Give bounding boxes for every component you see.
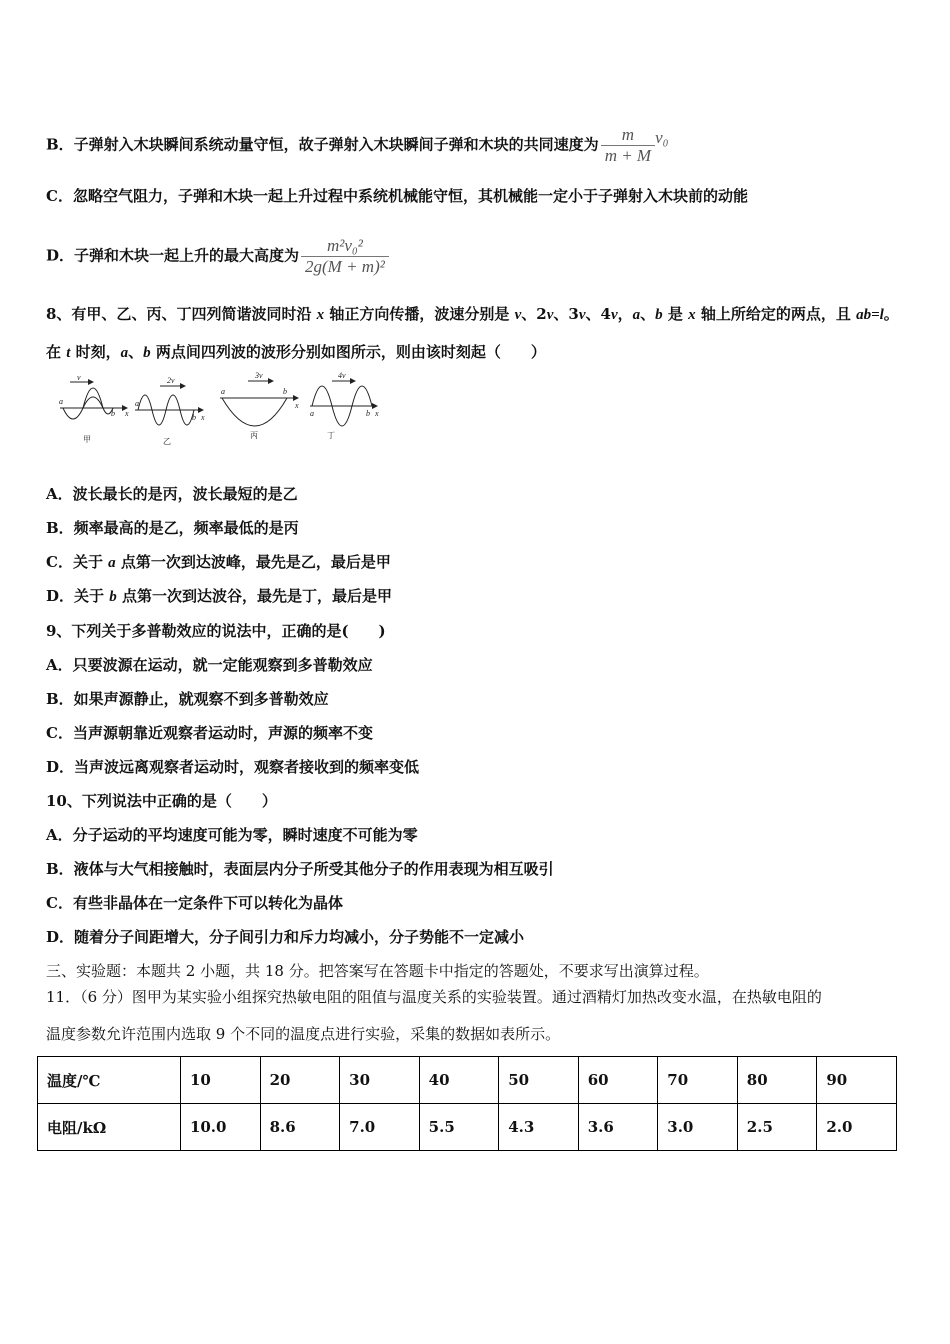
text-segment: 点第一次到达波谷，最先是丁，最后是甲 <box>116 587 392 605</box>
math-variable: v <box>610 307 618 323</box>
text-segment: 时刻， <box>70 343 121 361</box>
point-a-label: a <box>59 397 63 406</box>
table-cell: 温度/℃ <box>38 1057 181 1104</box>
text-segment: 是 <box>662 305 689 323</box>
text-segment: D．关于 <box>46 587 110 605</box>
table-cell: 80 <box>737 1057 817 1104</box>
table-cell: 60 <box>578 1057 658 1104</box>
option-7b-text: B．子弹射入木块瞬间系统动量守恒，故子弹射入木块瞬间子弹和木块的共同速度为 <box>46 135 599 154</box>
text-segment: 在 <box>46 343 67 361</box>
point-b-label: b <box>111 409 115 418</box>
math-variable: b <box>655 307 663 323</box>
table-cell: 40 <box>419 1057 499 1104</box>
math-variable: v <box>578 307 586 323</box>
caption: 丁 <box>327 431 335 440</box>
wave-jia <box>59 373 129 444</box>
math-variable: b <box>143 345 151 361</box>
option-10a: A．分子运动的平均速度可能为零，瞬时速度不可能为零 <box>46 826 418 844</box>
math-variable: b <box>109 589 117 605</box>
question-8-stem-line1 <box>46 304 899 325</box>
caption: 甲 <box>83 435 91 444</box>
table-cell: 50 <box>499 1057 579 1104</box>
text-segment: C．关于 <box>46 553 109 571</box>
option-8a <box>46 484 298 504</box>
table-cell: 90 <box>817 1057 897 1104</box>
formula-fraction <box>301 236 389 277</box>
table-cell: 2.5 <box>737 1104 817 1151</box>
formula-fraction <box>601 125 655 166</box>
text-segment: 、 <box>128 343 144 361</box>
text-segment: 轴正方向传播，波速分别是 <box>324 305 515 323</box>
fraction-denominator: 2g(M + m)² <box>301 256 389 277</box>
option-8b <box>46 518 299 538</box>
option-9b: B．如果声源静止，就观察不到多普勒效应 <box>46 690 329 708</box>
point-b-label: b <box>283 387 287 396</box>
option-7b <box>46 125 669 166</box>
text-segment: 。 <box>883 305 899 323</box>
option-7d <box>46 236 389 277</box>
speed-label: 3v <box>255 372 263 380</box>
math-variable: a <box>108 555 116 571</box>
wave-bing <box>220 372 299 440</box>
question-11-line2: 温度参数允许范围内选取 9 个不同的温度点进行实验，采集的数据如表所示。 <box>46 1025 561 1043</box>
axis-x-label: x <box>295 401 299 410</box>
option-9c: C．当声源朝靠近观察者运动时，声源的频率不变 <box>46 724 373 742</box>
table-cell: 5.5 <box>419 1104 499 1151</box>
speed-label: 2v <box>167 376 175 385</box>
axis-x-label: x <box>201 413 205 422</box>
table-cell: 3.0 <box>658 1104 738 1151</box>
fraction-numerator: m²v₀² <box>326 236 363 255</box>
math-variable: ab=l <box>856 307 884 323</box>
question-10-stem: 10、下列说法中正确的是（ ） <box>46 792 277 810</box>
table-cell: 30 <box>340 1057 420 1104</box>
option-10d: D．随着分子间距增大，分子间引力和斥力均减小，分子势能不一定减小 <box>46 928 525 946</box>
wave-yi <box>135 376 205 446</box>
text-segment: 8、有甲、乙、丙、丁四列简谐波同时沿 <box>46 305 317 323</box>
table-cell: 7.0 <box>340 1104 420 1151</box>
text-segment: 、3 <box>553 305 579 323</box>
option-8c <box>46 552 391 573</box>
math-variable: a <box>632 307 641 323</box>
math-variable: v <box>514 307 522 323</box>
table-cell: 3.6 <box>578 1104 658 1151</box>
table-cell: 电阻/kΩ <box>38 1104 181 1151</box>
option-10b: B．液体与大气相接触时，表面层内分子所受其他分子的作用表现为相互吸引 <box>46 860 554 878</box>
table-cell: 10.0 <box>180 1104 260 1151</box>
caption: 乙 <box>163 437 171 446</box>
point-b-label: b <box>192 413 196 422</box>
text-segment: B．频率最高的是乙，频率最低的是丙 <box>46 519 299 537</box>
axis-x-label: x <box>125 409 129 418</box>
option-7c: C．忽略空气阻力，子弹和木块一起上升过程中系统机械能守恒，其机械能一定小于子弹射入木块前的动能 <box>46 187 748 205</box>
section-3-heading: 三、实验题：本题共 2 小题，共 18 分。把答案写在答题卡中指定的答题处，不要求写出演算过程。 <box>46 962 709 980</box>
text-segment: 、2 <box>521 305 547 323</box>
text-segment: ， <box>617 305 633 323</box>
text-segment: A．波长最长的是丙，波长最短的是乙 <box>46 485 298 503</box>
option-8d <box>46 586 392 607</box>
table-row-resistance <box>38 1104 897 1151</box>
point-a-label: a <box>310 409 314 418</box>
speed-label: v <box>77 373 81 382</box>
table-cell: 70 <box>658 1057 738 1104</box>
option-9a: A．只要波源在运动，就一定能观察到多普勒效应 <box>46 656 373 674</box>
axis-x-label: x <box>375 409 379 418</box>
wave-ding <box>310 372 379 440</box>
text-segment: 、4 <box>585 305 611 323</box>
math-variable: x <box>688 307 696 323</box>
math-variable: t <box>66 345 71 361</box>
question-11-line1: 11．（6 分）图甲为某实验小组探究热敏电阻的阻值与温度关系的实验装置。通过酒精灯加热改变水温，在热敏电阻的 <box>46 988 822 1006</box>
option-10c: C．有些非晶体在一定条件下可以转化为晶体 <box>46 894 343 912</box>
speed-label: 4v <box>338 372 346 380</box>
formula-v0: v₀ <box>655 127 669 147</box>
table-cell: 2.0 <box>817 1104 897 1151</box>
text-segment: 两点间四列波的波形分别如图所示，则由该时刻起（ ） <box>150 343 546 361</box>
table-cell: 10 <box>180 1057 260 1104</box>
option-9d: D．当声波远离观察者运动时，观察者接收到的频率变低 <box>46 758 420 776</box>
fraction-numerator: m <box>621 125 635 144</box>
text-segment: 轴上所给定的两点，且 <box>695 305 857 323</box>
text-segment: 、 <box>640 305 656 323</box>
option-7d-text: D．子弹和木块一起上升的最大高度为 <box>46 246 300 265</box>
table-cell: 4.3 <box>499 1104 579 1151</box>
point-b-label: b <box>366 409 370 418</box>
point-a-label: a <box>221 387 225 396</box>
text-segment: 点第一次到达波峰，最先是乙，最后是甲 <box>115 553 391 571</box>
data-table <box>37 1056 897 1151</box>
point-a-label: a <box>135 399 139 408</box>
table-row-temperature <box>38 1057 897 1104</box>
math-variable: a <box>120 345 129 361</box>
math-variable: x <box>316 307 325 323</box>
question-8-stem-line2 <box>46 342 546 363</box>
table-cell: 20 <box>260 1057 340 1104</box>
caption: 丙 <box>250 431 258 440</box>
wave-figure <box>55 372 395 447</box>
table-cell: 8.6 <box>260 1104 340 1151</box>
math-variable: v <box>546 307 554 323</box>
question-9-stem: 9、下列关于多普勒效应的说法中，正确的是( ) <box>46 622 386 640</box>
fraction-denominator: m + M <box>601 145 655 166</box>
